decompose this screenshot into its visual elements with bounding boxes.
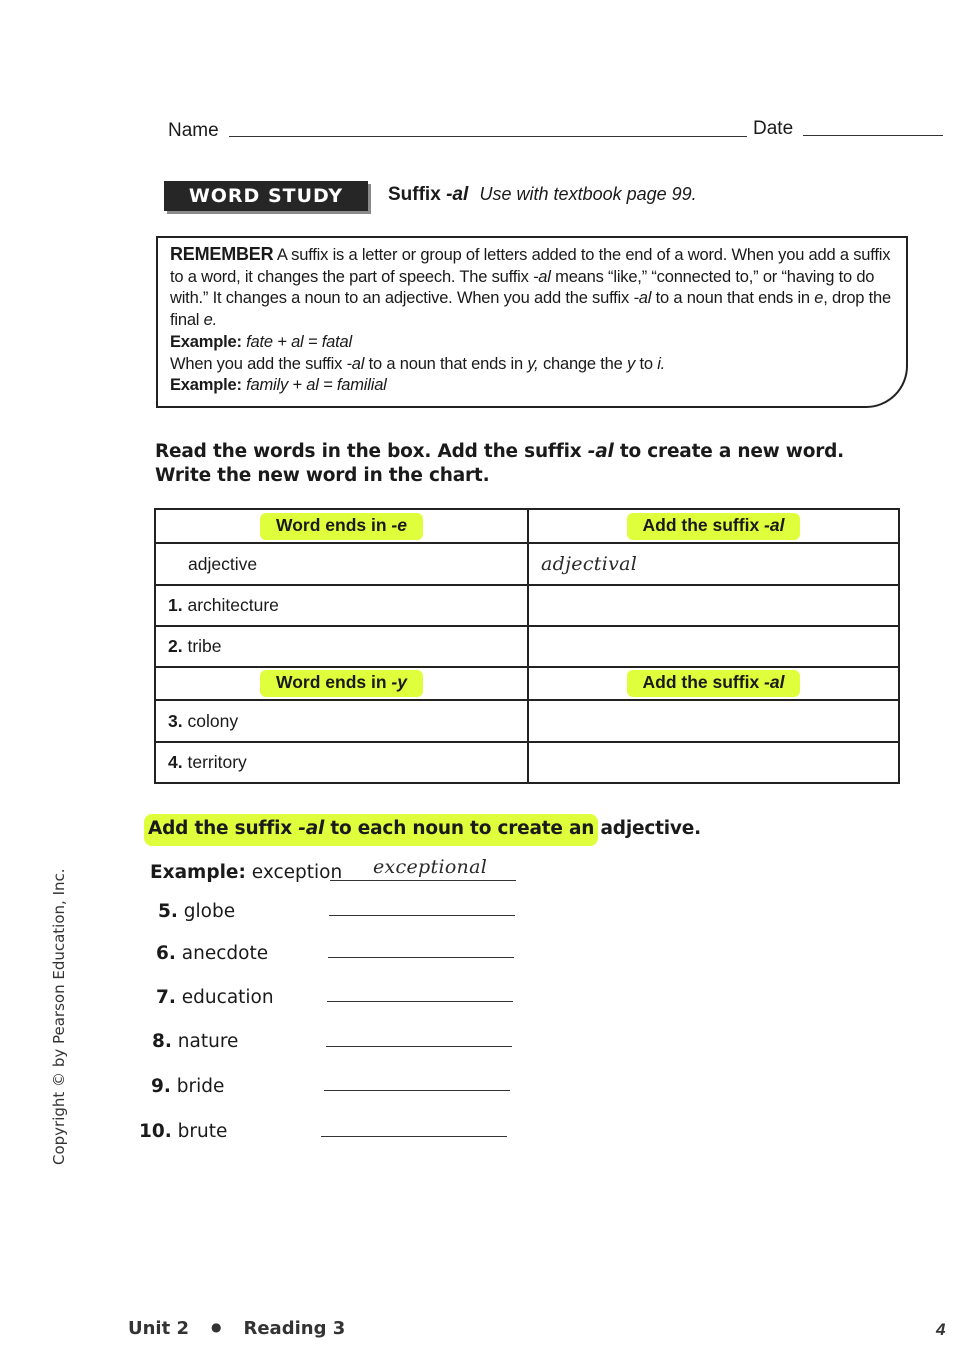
chart-header-row [155,509,899,543]
remember-text: When you add the suffix [170,354,347,373]
list-item [151,1076,224,1097]
item-number: 2. [168,636,183,656]
item-word: brute [177,1121,228,1142]
remember-letter: e. [203,311,218,330]
remember-letter: y [627,354,636,373]
item-word: architecture [187,595,279,615]
adjective-instructions [148,818,701,839]
list-item [152,1031,238,1052]
title-suffix: -al [446,184,469,205]
header-word-ends-e [155,509,528,543]
example-item [150,862,342,883]
header-text: Add the suffix [642,672,765,692]
answer-line[interactable] [328,957,514,958]
item-number: 8. [152,1031,172,1052]
answer-cell[interactable] [528,742,899,783]
table-row [155,626,899,667]
remember-text: change the [538,354,627,373]
remember-text: , drop the final [170,289,891,330]
header-text: Word ends in [276,672,392,692]
word-cell [155,700,528,742]
item-word: bride [176,1076,225,1097]
name-label: Name [168,120,219,141]
remember-example-1 [170,332,894,354]
header-suffix: -al [764,672,785,692]
remember-box [156,236,908,408]
answer-cell[interactable] [528,700,899,742]
date-label: Date [753,118,794,139]
item-word: territory [187,752,247,772]
list-item [158,901,235,922]
footer-reading: Reading 3 [243,1318,346,1339]
example-label: Example: [150,862,246,883]
example-formula: family + al = familial [246,376,387,395]
word-study-badge: WORD STUDY [164,181,368,211]
remember-heading: REMEMBER [170,244,274,264]
item-number: 4. [168,752,183,772]
remember-suffix: -al [633,289,652,308]
item-number: 10. [139,1121,172,1142]
remember-text: means “like,” “connected to,” or “having to do with.” It changes a noun to an adjective. When you add the suffix [170,267,875,308]
word-study-title [388,184,697,206]
title-word: Suffix [388,184,441,205]
remember-rule-2 [170,354,894,376]
bullet-icon: ● [211,1320,222,1334]
answer-cell[interactable] [528,626,899,667]
header-suffix: -al [764,514,785,535]
instr-text: Read the words in the box. Add the suffix [155,441,588,462]
item-word: tribe [187,636,222,656]
header-word-ends-y [155,667,528,700]
list-item [156,987,274,1008]
remember-text: A suffix is a letter or group of letters added to the end of a word. When you add a suffix to a word, it changes the part of speech. The suffix [170,246,891,286]
page-number: 4 [936,1320,946,1339]
answer-line[interactable] [327,1001,513,1002]
handwritten-answer: adjectival [541,553,638,575]
header-suffix: -e [391,514,407,535]
remember-text: to a noun that ends in [364,354,528,373]
remember-letter: i. [657,354,666,373]
chart-header-row [155,667,899,700]
example-label: Example: [170,376,242,395]
answer-line[interactable] [329,915,515,916]
list-item [139,1121,227,1142]
example-formula: fate + al = fatal [246,332,352,351]
remember-letter: e [814,289,824,308]
table-row [155,585,899,626]
copyright-notice: Copyright © by Pearson Education, Inc. [50,868,68,1165]
word-cell [155,585,528,626]
item-word: education [181,987,274,1008]
remember-text: to [635,354,658,373]
date-field[interactable] [803,135,943,136]
example-answer-cell [528,543,899,585]
table-row [155,700,899,742]
table-row [155,742,899,783]
remember-text: to a noun that ends in [651,289,815,308]
answer-cell[interactable] [528,585,899,626]
item-number: 1. [168,595,183,615]
example-answer-line [330,880,516,881]
remember-suffix: -al [346,354,365,373]
table-row [155,543,899,585]
header-suffix: -y [391,672,407,692]
handwritten-answer: exceptional [373,856,488,878]
remember-suffix: -al [533,267,551,286]
word-cell [155,626,528,667]
word-cell [155,742,528,783]
answer-line[interactable] [324,1090,510,1091]
item-word: anecdote [181,943,269,964]
item-word: colony [187,710,239,731]
header-add-suffix [528,667,899,700]
item-word: nature [177,1031,239,1052]
answer-line[interactable] [321,1136,507,1137]
remember-letter: y, [527,354,539,373]
header-add-suffix [528,509,899,543]
instr-suffix: -al [298,818,325,839]
instr-text: Add the suffix [148,818,299,839]
footer-unit: Unit 2 [128,1318,189,1339]
word-chart [154,508,900,784]
instr-suffix: -al [587,441,614,462]
example-word-cell: adjective [155,543,528,585]
name-field[interactable] [229,136,747,137]
header-text: Add the suffix [642,514,765,535]
item-number: 7. [156,987,176,1008]
page-footer [128,1318,345,1339]
example-label: Example: [170,332,242,351]
item-word: globe [183,901,236,922]
item-number: 9. [151,1076,171,1097]
item-number: 3. [168,710,183,731]
instr-text: to create a new word. Write the new word in the chart. [155,441,844,486]
example-word: exception [251,862,343,883]
remember-example-2 [170,375,894,397]
textbook-note: Use with textbook page 99. [479,184,697,204]
list-item [156,943,268,964]
chart-instructions [155,440,895,488]
item-number: 5. [158,901,178,922]
header-text: Word ends in [276,514,392,535]
answer-line[interactable] [326,1046,512,1047]
item-number: 6. [156,943,176,964]
instr-text: to each noun to create an adjective. [324,818,701,839]
